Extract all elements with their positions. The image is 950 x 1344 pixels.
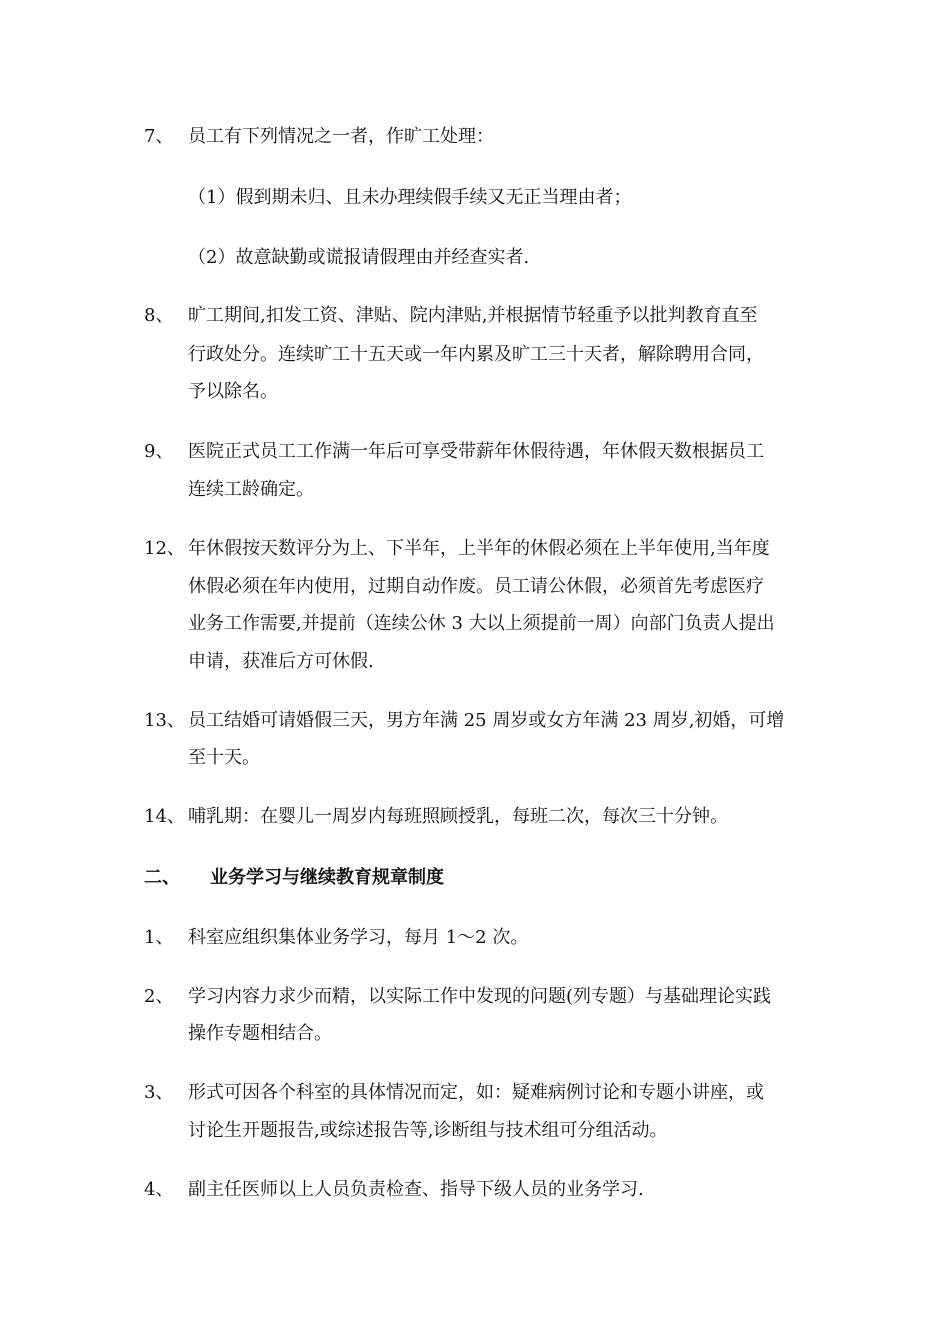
- item-text: 予以除名。: [188, 381, 278, 402]
- item-text: 医院正式员工工作满一年后可享受带薪年休假待遇，年休假天数根据员工: [188, 441, 764, 462]
- item-text: 学习内容力求少而精，以实际工作中发现的问题(列专题）与基础理论实践: [188, 986, 772, 1007]
- sub-item-text: （1）假到期未归、且未办理续假手续又无正当理由者；: [188, 187, 632, 208]
- item-text: 业务工作需要,并提前（连续公休 3 大以上须提前一周）向部门负责人提出: [188, 613, 775, 634]
- item-number: 12、: [144, 538, 185, 559]
- item-text: 行政处分。连续旷工十五天或一年内累及旷工三十天者，解除聘用合同，: [188, 344, 764, 365]
- item-number: 7、: [144, 126, 174, 147]
- item-text: 年休假按天数评分为上、下半年，上半年的休假必须在上半年使用,当年度: [188, 538, 770, 559]
- item-text: 休假必须在年内使用，过期自动作废。员工请公休假，必须首先考虑医疗: [188, 576, 764, 597]
- item-number: 13、: [144, 710, 185, 731]
- item-text: 哺乳期：在婴儿一周岁内每班照顾授乳，每班二次，每次三十分钟。: [188, 806, 728, 827]
- item-text: 操作专题相结合。: [188, 1023, 332, 1044]
- section-number: 二、: [144, 867, 180, 888]
- item-text: 科室应组织集体业务学习，每月 1～2 次。: [188, 927, 529, 948]
- item-text: 旷工期间,扣发工资、津贴、院内津贴,并根据情节轻重予以批判教育直至: [188, 305, 758, 326]
- item-number: 3、: [144, 1082, 174, 1103]
- item-text: 至十天。: [188, 747, 260, 768]
- section-title: 业务学习与继续教育规章制度: [210, 867, 444, 888]
- item-text: 连续工龄确定。: [188, 479, 314, 500]
- item-text: 形式可因各个科室的具体情况而定，如：疑难病例讨论和专题小讲座，或: [188, 1082, 764, 1103]
- item-number: 4、: [144, 1179, 174, 1200]
- item-text: 副主任医师以上人员负责检查、指导下级人员的业务学习.: [188, 1179, 644, 1200]
- item-text: 讨论生开题报告,或综述报告等,诊断组与技术组可分组活动。: [188, 1120, 668, 1141]
- item-number: 14、: [144, 806, 185, 827]
- item-text: 员工结婚可请婚假三天，男方年满 25 周岁或女方年满 23 周岁,初婚，可增: [188, 710, 785, 731]
- sub-item-text: （2）故意缺勤或谎报请假理由并经查实者.: [188, 247, 530, 268]
- item-number: 9、: [144, 441, 174, 462]
- item-number: 1、: [144, 927, 174, 948]
- item-text: 员工有下列情况之一者，作旷工处理：: [188, 126, 494, 147]
- item-number: 8、: [144, 305, 174, 326]
- item-number: 2、: [144, 986, 174, 1007]
- item-text: 申请，获准后方可休假.: [188, 651, 374, 672]
